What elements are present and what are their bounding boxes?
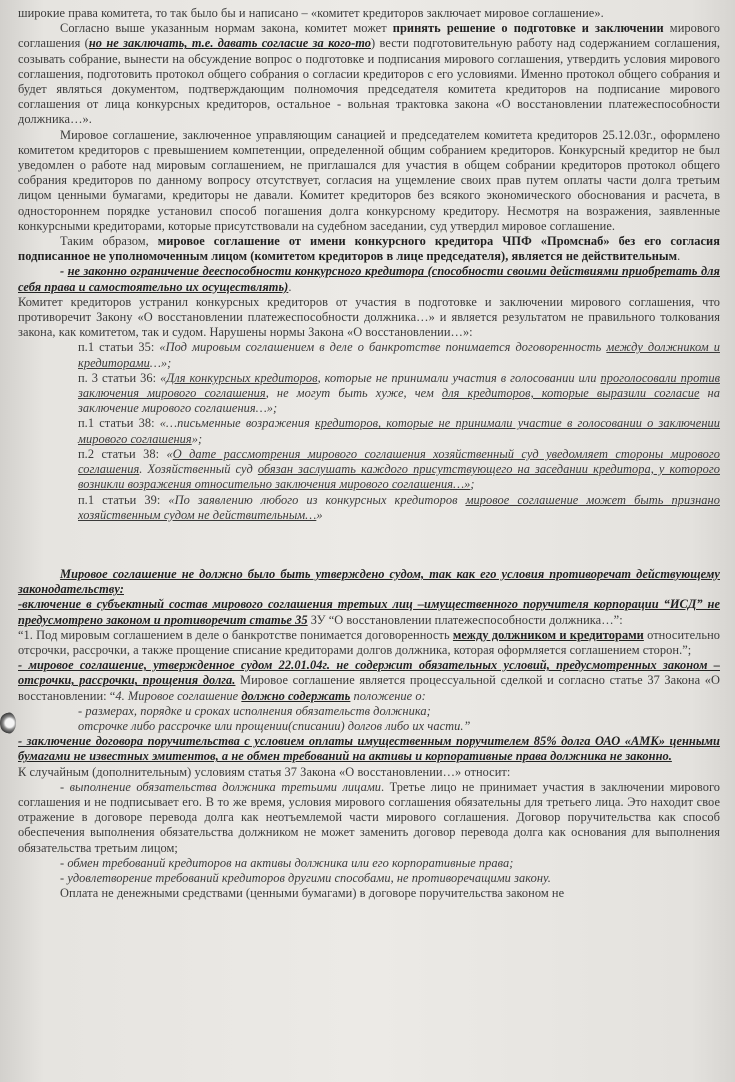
quote-article-38-p1: п.1 статьи 38: «…письменные возражения кредиторов, которые не принимали участие в голосовании о заключении мирового соглашения»; (78, 416, 721, 446)
paragraph-additional-conditions: К случайным (дополнительным) условиям статья 37 Закона «О восстановлении…» относит: (18, 764, 511, 779)
paragraph-committee-powers: Согласно выше указанным нормам закона, комитет может принять решение о подготовке и заключении мирового соглашения (но не заключать, т.е. давать согласие за кого-то) вести подготовительную работу над содержанием соглашения, созывать собрание, вынести на обсуждение вопрос о подготовке и подписания мирового соглашения, утвердить условия мирового соглашения, подготовить протокол общего собрания о согласии кредиторов с его условиями. Именно протокол общего собрания и будет являться документом, подтверждающим полномочия председателя комитета кредиторов на подписание мирового соглашения от лица конкурсных кредиторов, остальное - вольная трактовка закона «О восстановлении платежеспособности должника…». (18, 21, 721, 127)
quote-article-39: п.1 статьи 39: «По заявлению любого из конкурсных кредиторов мировое соглашение может быть признано хозяйственным судом не действительным…» (78, 492, 720, 522)
list-item-sizes: - размерах, порядке и сроках исполнения обязательств должника; (78, 703, 431, 718)
quote-definition: “1. Под мировым соглашением в деле о банкротстве понимается договоренность между должником и кредиторами относительно отсрочки, рассрочки, а также прощение списание кредиторами долгов должника, которая оформляется соглашением сторон.”; (18, 627, 720, 657)
paragraph-violations: Комитет кредиторов устранил конкурсных кредиторов от участия в подготовке и заключении мирового соглашения, что противоречит Закону «О восстановлении платежеспособности должника…» и является результатом не правильного толкования закона, как комитетом, так и судом. Нарушены нормы Закона «О восстановлении…»: (18, 294, 720, 340)
quote-article-35: п.1 статьи 35: «Под мировым соглашением в деле о банкротстве понимается договоренность между должником и кредиторами…»; (78, 340, 720, 370)
quote-article-36: п. 3 статьи 36: «Для конкурсных кредиторов, которые не принимали участия в голосовании или проголосовали против заключения мирового соглашения, не могут быть хуже, чем для кредиторов, которые выразили согласие на заключение мирового соглашения…»; (78, 370, 720, 416)
section-spacer (18, 523, 720, 567)
list-item-deferral: отсрочке либо рассрочке или прощении(списании) долгов либо их части.” (78, 718, 471, 733)
quote-article-38-p2: п.2 статьи 38: «О дате рассмотрения мирового соглашения хозяйственный суд уведомляет стороны мирового соглашения. Хозяйственный суд обязан заслушать каждого присутствующего на заседании кредитора, у которого возникли возражения относительно заключения мирового соглашения…»; (78, 446, 721, 492)
section-heading: Мировое соглашение не должно было быть утверждено судом, так как его условия противоречат действующему законодательству: (18, 566, 720, 597)
list-item-third-party-performance: - выполнение обязательства должника третьими лицами. Третье лицо не принимает участия в заключении мирового соглашения и не подписывает его. В то же время, условия мирового соглашения обязательны для третьего лица. Это находит свое отражение в договоре перевода долга как неотъемлемой части мирового соглашения. Договор поручительства как способ обеспечения выполнения обязательства должником не может заменить договор перевода долга как основания для выполнения обязательства третьим лицом; (18, 779, 721, 855)
list-item-other-means: - удовлетворение требований кредиторов другими способами, не противоречащими закону. (60, 870, 551, 885)
list-item-exchange: - обмен требований кредиторов на активы должника или его корпоративные права; (60, 855, 514, 870)
paragraph-capacity-restriction: - не законно ограничение дееспособности конкурсного кредитора (способности своими действиями приобретать для себя права и самостоятельно их осуществлять). (18, 264, 720, 294)
list-item-guarantee: - заключение договора поручительства с условием оплаты имущественным поручителем 85% долга ОАО «АМК» ценными бумагами не известных эмитентов, а не обмен требований на активы и корпоративные права должника не законно. (18, 734, 720, 764)
paragraph-agreement-details: Мировое соглашение, заключенное управляющим санацией и председателем комитета кредиторов 25.12.03г., оформлено комитетом кредиторов с превышением компетенции, определенной общим собранием кредиторов. Конкурсный кредитор не был уведомлен о работе над мировым соглашением, не приглашался для участия в общем собрании кредиторов протокол общего собрания кредиторов по данному вопросу отсутствует, согласия на ущемление своих прав путем оплаты части долга третьим лицом ценными бумагами, кредиторы не давали. Комитет кредиторов без всякого экономического обоснования и расчета, в одностороннем порядке установил способ погашения долга конкурсному кредитору. Несмотря на возражения, заявленные конкурсными кредиторами, которые присутствовали на судебном заседании, суд утвердил мировое соглашение. (18, 127, 720, 233)
paragraph-conclusion: Таким образом, мировое соглашение от имени конкурсного кредитора ЧПФ «Промснаб» без его согласия подписанное не уполномоченным лицом (комитетом кредиторов в лице председателя), является не действительным. (18, 234, 720, 264)
list-item-third-parties: -включение в субъектный состав мирового соглашения третьих лиц –имущественного поручителя корпорации “ИСД” не предусмотрено законом и противоречит статье 35 ЗУ “О восстановлении платежеспособности должника…”: (18, 597, 720, 627)
list-item-missing-conditions: - мировое соглашение, утвержденное судом 22.01.04г. не содержит обязательных условий, предусмотренных законом – отсрочки, рассрочки, прощения долга. Мировое соглашение является процессуальной сделкой и согласно статье 37 Закона «О восстановлении: “4. Мировое соглашение должно содержать положение о: (18, 658, 721, 703)
document-body (18, 6, 720, 901)
paragraph-intro: широкие права комитета, то так было бы и написано – «комитет кредиторов заключает мировое соглашение». (18, 6, 604, 20)
punch-hole-mark (0, 712, 16, 734)
paragraph-payment: Оплата не денежными средствами (ценными бумагами) в договоре поручительства законом не (60, 886, 565, 901)
